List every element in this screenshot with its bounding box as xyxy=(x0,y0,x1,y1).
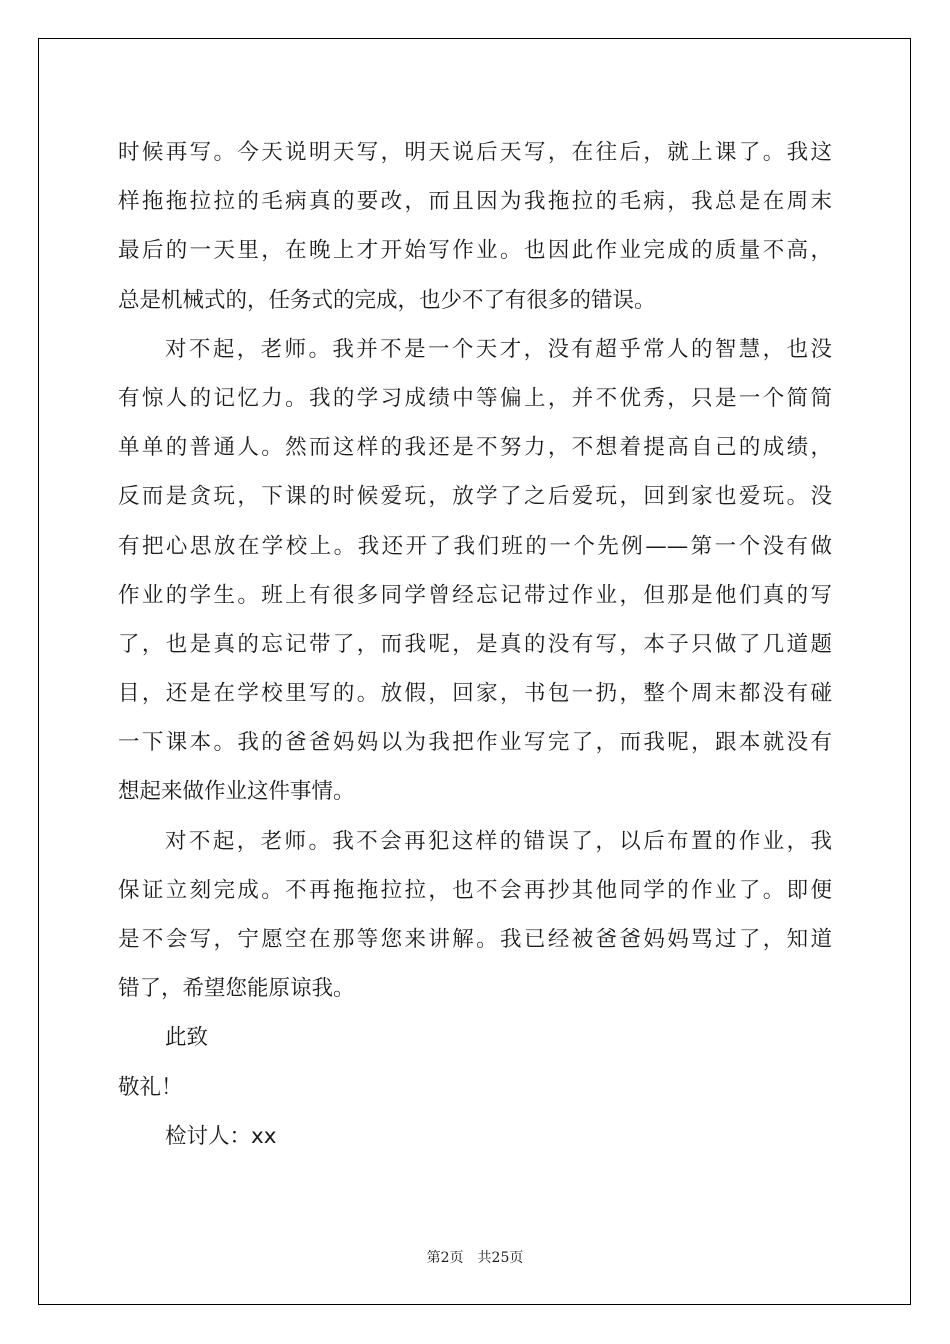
signature: 检讨人：xx xyxy=(165,1123,277,1149)
paragraph-2 xyxy=(118,325,832,817)
page-number-total: 共25页 xyxy=(477,1250,524,1266)
text-line: 错了，希望您能原谅我。 xyxy=(118,976,355,1002)
text-line: 时候再写。今天说明天写，明天说后天写，在往后，就上课了。我这 xyxy=(118,140,832,165)
page-footer xyxy=(0,1247,950,1267)
text-line: 目，还是在学校里写的。放假，回家，书包一扔，整个周末都没有碰 xyxy=(118,681,832,707)
text-line: 对不起，老师。我不会再犯这样的错误了，以后布置的作业，我 xyxy=(165,828,832,854)
document-body xyxy=(118,128,832,1161)
closing-salutation: 此致 xyxy=(165,1025,209,1051)
text-line: 了，也是真的忘记带了，而我呢，是真的没有写，本子只做了几道题 xyxy=(118,631,832,657)
text-line: 对不起，老师。我并不是一个天才，没有超乎常人的智慧，也没 xyxy=(165,336,832,362)
text-line: 样拖拖拉拉的毛病真的要改，而且因为我拖拉的毛病，我总是在周末 xyxy=(118,189,832,215)
text-line: 总是机械式的，任务式的完成，也少不了有很多的错误。 xyxy=(118,287,656,313)
text-line: 想起来做作业这件事情。 xyxy=(118,779,355,805)
paragraph-1 xyxy=(118,128,832,325)
text-line: 最后的一天里，在晚上才开始写作业。也因此作业完成的质量不高， xyxy=(118,238,832,264)
text-line: 作业的学生。班上有很多同学曾经忘记带过作业，但那是他们真的写 xyxy=(118,582,832,608)
paragraph-3 xyxy=(118,817,832,1014)
text-line: 单单的普通人。然而这样的我还是不努力，不想着提高自己的成绩， xyxy=(118,435,832,461)
text-line: 是不会写，宁愿空在那等您来讲解。我已经被爸爸妈妈骂过了，知道 xyxy=(118,927,832,952)
closing-respect: 敬礼！ xyxy=(118,1074,183,1100)
text-line: 一下课本。我的爸爸妈妈以为我把作业写完了，而我呢，跟本就没有 xyxy=(118,730,832,756)
text-line: 有惊人的记忆力。我的学习成绩中等偏上，并不优秀，只是一个简简 xyxy=(118,385,832,411)
text-line: 保证立刻完成。不再拖拖拉拉，也不会再抄其他同学的作业了。即便 xyxy=(118,877,832,903)
page-number-current: 第2页 xyxy=(426,1250,464,1266)
text-line: 有把心思放在学校上。我还开了我们班的一个先例——第一个没有做 xyxy=(118,533,832,559)
text-line: 反而是贪玩，下课的时候爱玩，放学了之后爱玩，回到家也爱玩。没 xyxy=(118,484,832,510)
